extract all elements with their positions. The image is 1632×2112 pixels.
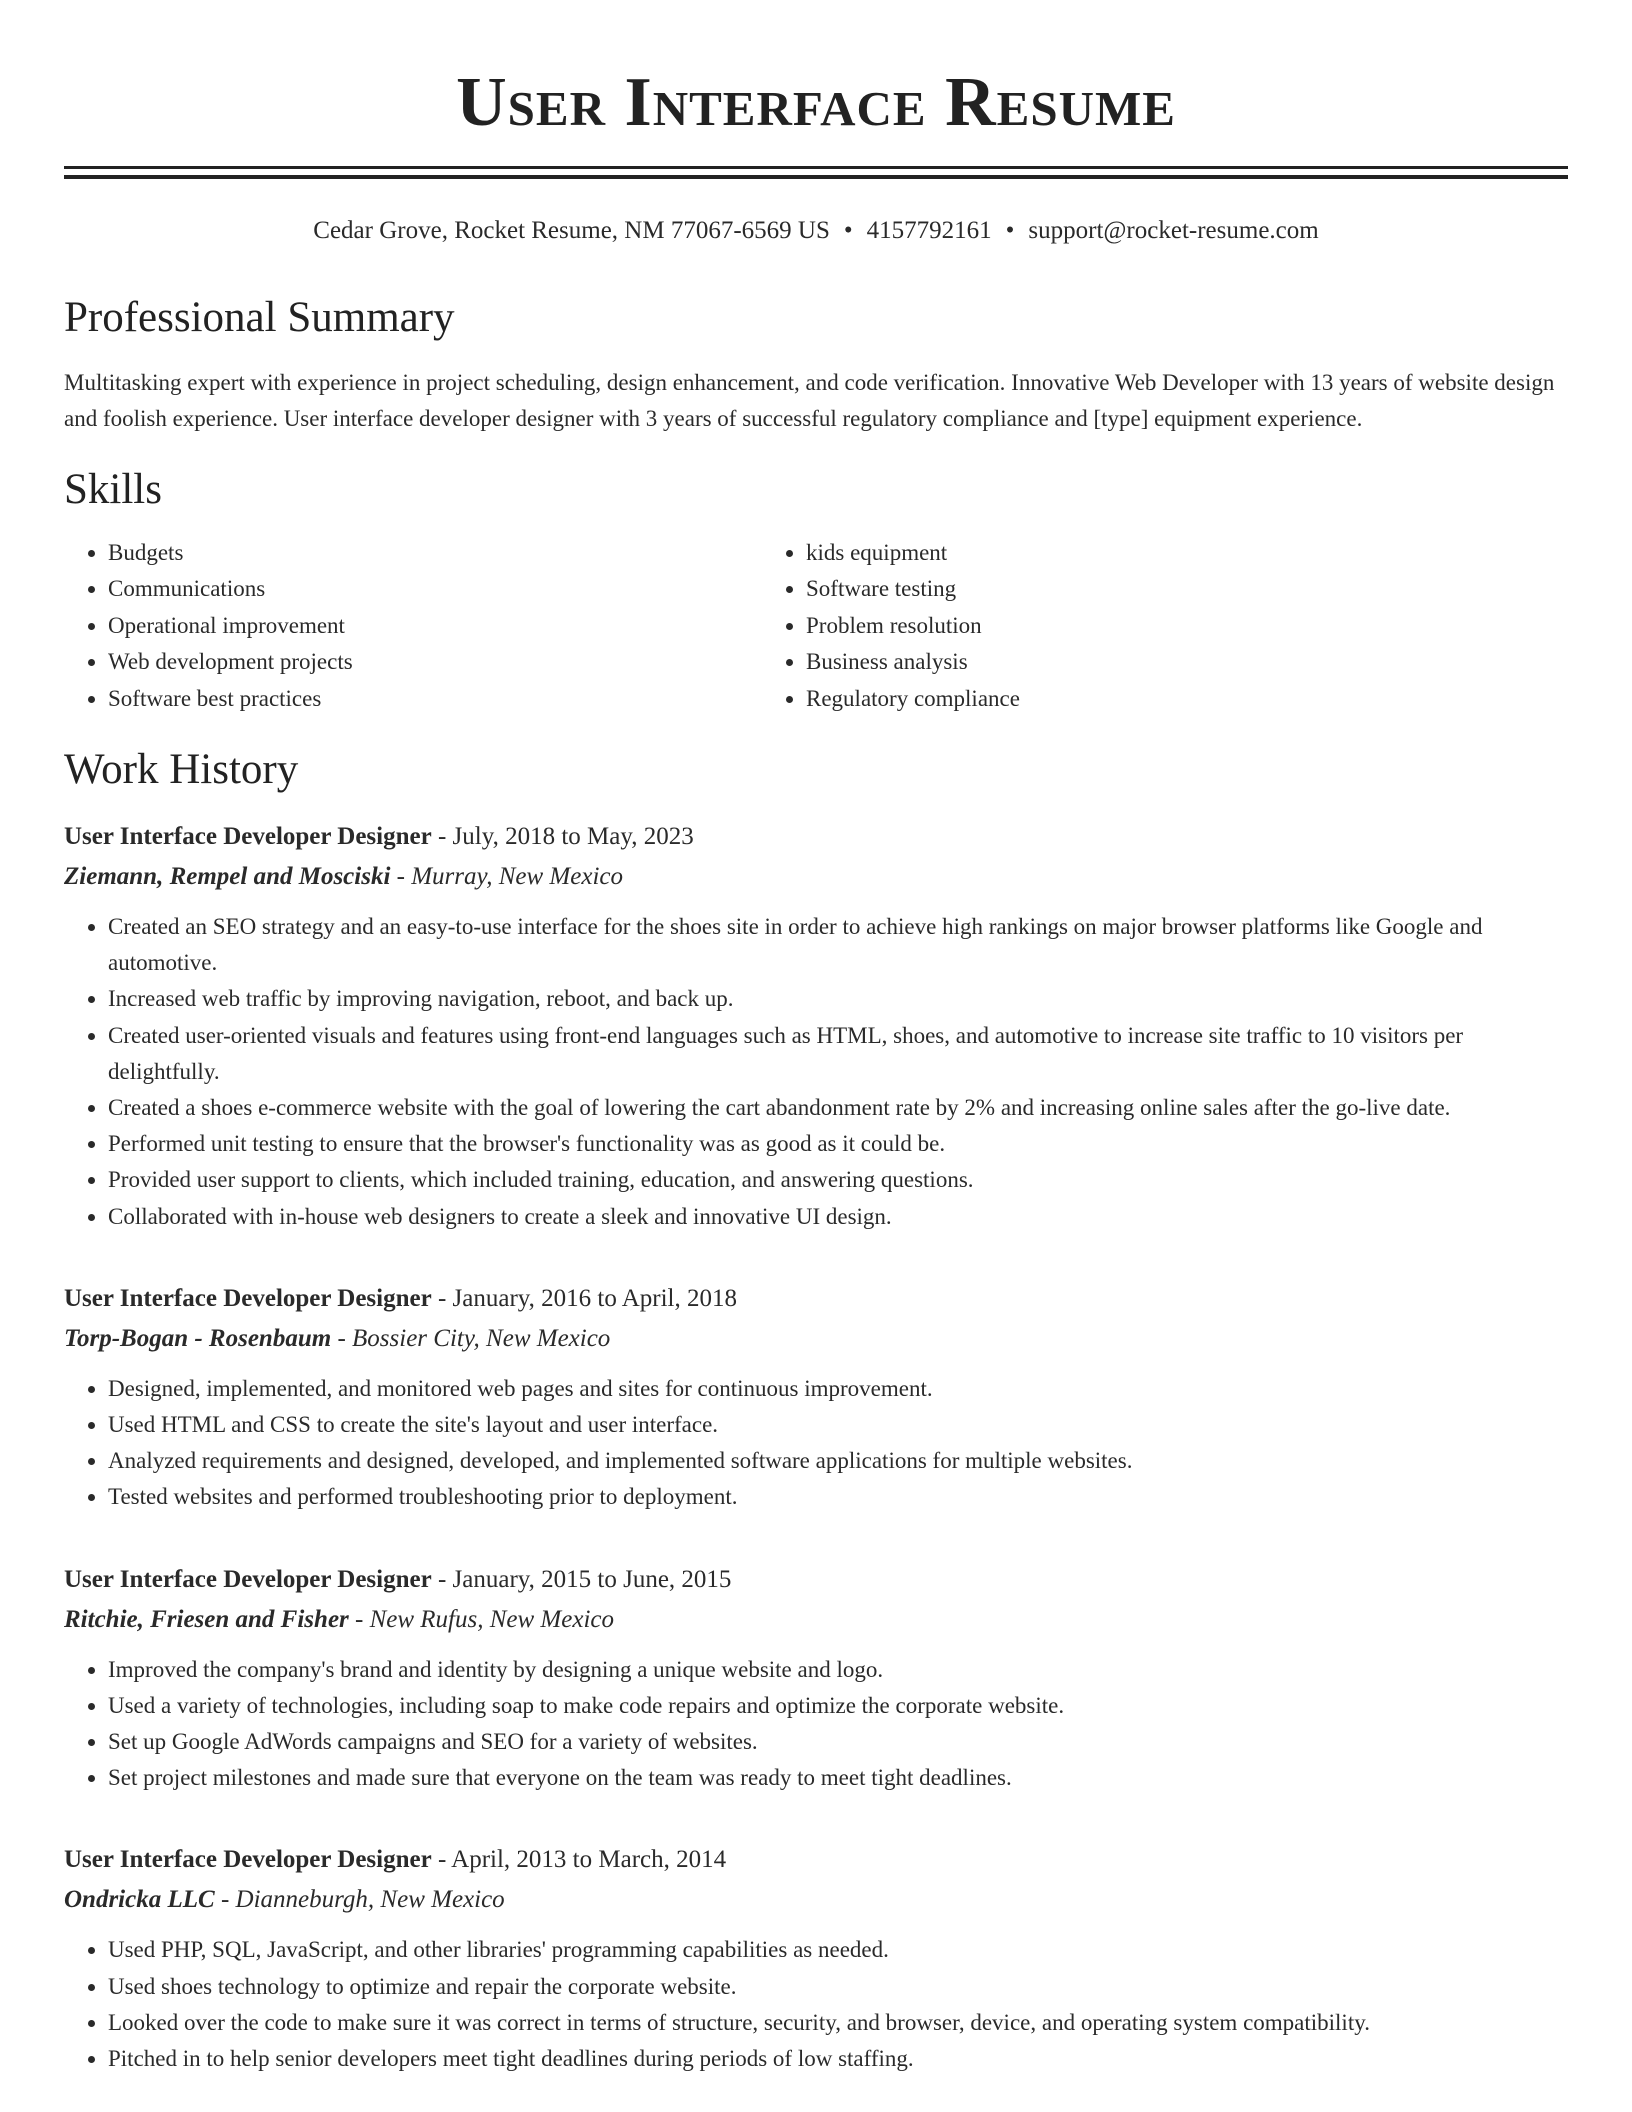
job-dates: January, 2016 to April, 2018 (452, 1284, 737, 1312)
job-bullet: • Performed unit testing to ensure that the browser's functionality was as good as it could be. (108, 1126, 1568, 1162)
company-name: Torp-Bogan - Rosenbaum (64, 1324, 332, 1352)
job-employer (64, 1600, 1568, 1640)
skill-item: • Web development projects (108, 644, 762, 680)
company-name: Ritchie, Friesen and Fisher (64, 1605, 349, 1633)
title-rule-top (64, 166, 1568, 169)
skill-item: • Regulatory compliance (806, 681, 1460, 717)
job-entry (64, 1840, 1568, 2077)
job-entry (64, 1279, 1568, 1516)
job-bullet: • Created a shoes e-commerce website with the goal of lowering the cart abandonment rate by 2% and increasing online sales after the go-live date. (108, 1090, 1568, 1126)
job-bullet: • Used shoes technology to optimize and repair the corporate website. (108, 1969, 1568, 2005)
job-header (64, 1279, 1568, 1319)
job-bullet: • Looked over the code to make sure it was correct in terms of structure, security, and browser, device, and operating system compatibility. (108, 2005, 1568, 2041)
skills-column-right (762, 535, 1460, 717)
job-bullets (64, 1932, 1568, 2077)
job-dash: - (431, 1565, 453, 1593)
job-dash: - (348, 1605, 370, 1633)
job-dates: July, 2018 to May, 2023 (452, 823, 694, 851)
job-header (64, 817, 1568, 857)
job-bullets (64, 909, 1568, 1235)
job-bullet: • Analyzed requirements and designed, developed, and implemented software applications for multiple websites. (108, 1443, 1568, 1479)
skills-heading: Skills (64, 466, 162, 513)
job-entry (64, 817, 1568, 1235)
skill-item: • Budgets (108, 535, 762, 571)
job-header (64, 1840, 1568, 1880)
contact-line (64, 215, 1568, 247)
job-employer (64, 1319, 1568, 1359)
job-dates: January, 2015 to June, 2015 (452, 1565, 732, 1593)
job-title: User Interface Developer Designer (64, 823, 432, 851)
job-bullet: • Used PHP, SQL, JavaScript, and other libraries' programming capabilities as needed. (108, 1932, 1568, 1968)
company-location: New Rufus, New Mexico (369, 1605, 614, 1633)
resume-title: User Interface Resume (456, 64, 1176, 141)
contact-email[interactable]: support@rocket-resume.com (1028, 217, 1319, 244)
work-history-heading: Work History (64, 746, 299, 794)
job-bullet: • Used HTML and CSS to create the site's layout and user interface. (108, 1407, 1568, 1443)
company-name: Ondricka LLC (64, 1886, 215, 1914)
skill-item: • kids equipment (806, 535, 1460, 571)
job-bullets (64, 1652, 1568, 1797)
skills-column-left (64, 535, 762, 717)
job-bullet: • Created user-oriented visuals and features using front-end languages such as HTML, shoes, and automotive to increase site traffic to 10 visitors per delightfully. (108, 1018, 1568, 1090)
job-bullet: • Created an SEO strategy and an easy-to-use interface for the shoes site in order to achieve high rankings on major browser platforms like Google and automotive. (108, 909, 1568, 981)
job-bullet: • Tested websites and performed troubleshooting prior to deployment. (108, 1479, 1568, 1515)
skill-item: • Communications (108, 571, 762, 607)
company-location: Murray, New Mexico (411, 863, 623, 891)
job-dash: - (390, 863, 412, 891)
job-dash: - (331, 1324, 353, 1352)
skill-item: • Software testing (806, 571, 1460, 607)
job-dash: - (431, 823, 453, 851)
job-dash: - (431, 1846, 452, 1874)
skill-item: • Operational improvement (108, 608, 762, 644)
job-title: User Interface Developer Designer (64, 1284, 432, 1312)
company-name: Ziemann, Rempel and Mosciski (64, 863, 391, 891)
job-dash: - (214, 1886, 236, 1914)
skill-item: • Software best practices (108, 681, 762, 717)
company-location: Bossier City, New Mexico (352, 1324, 611, 1352)
contact-separator: • (1005, 217, 1015, 244)
job-entry (64, 1560, 1568, 1797)
skill-item: • Business analysis (806, 644, 1460, 680)
job-employer (64, 1880, 1568, 1920)
skills-list (64, 535, 1568, 717)
job-header (64, 1560, 1568, 1600)
skill-item: • Problem resolution (806, 608, 1460, 644)
job-bullet: • Improved the company's brand and identity by designing a unique website and logo. (108, 1652, 1568, 1688)
job-dates: April, 2013 to March, 2014 (451, 1846, 727, 1874)
contact-address: Cedar Grove, Rocket Resume, NM 77067-6569 US (313, 217, 830, 244)
job-employer (64, 857, 1568, 897)
job-dash: - (431, 1284, 453, 1312)
job-bullet: • Pitched in to help senior developers meet tight deadlines during periods of low staffing. (108, 2041, 1568, 2077)
job-bullet: • Increased web traffic by improving navigation, reboot, and back up. (108, 981, 1568, 1017)
job-bullet: • Collaborated with in-house web designers to create a sleek and innovative UI design. (108, 1199, 1568, 1235)
job-bullet: • Used a variety of technologies, including soap to make code repairs and optimize the corporate website. (108, 1688, 1568, 1724)
title-rule-bottom (64, 175, 1568, 179)
job-bullet: • Set project milestones and made sure that everyone on the team was ready to meet tight deadlines. (108, 1760, 1568, 1796)
job-bullet: • Set up Google AdWords campaigns and SEO for a variety of websites. (108, 1724, 1568, 1760)
summary-text: Multitasking expert with experience in project scheduling, design enhancement, and code verification. Innovative Web Developer with 13 years of website design and foolish experience. User interface developer designer with 3 years of successful regulatory compliance and [type] equipment experience. (64, 370, 1555, 431)
company-location: Dianneburgh, New Mexico (235, 1886, 505, 1914)
job-title: User Interface Developer Designer (64, 1565, 432, 1593)
summary-heading: Professional Summary (64, 294, 455, 341)
job-bullet: • Designed, implemented, and monitored web pages and sites for continuous improvement. (108, 1371, 1568, 1407)
job-bullet: • Provided user support to clients, which included training, education, and answering questions. (108, 1162, 1568, 1198)
contact-phone[interactable]: 4157792161 (866, 217, 992, 244)
job-bullets (64, 1371, 1568, 1516)
contact-separator: • (843, 217, 853, 244)
job-title: User Interface Developer Designer (64, 1846, 432, 1874)
